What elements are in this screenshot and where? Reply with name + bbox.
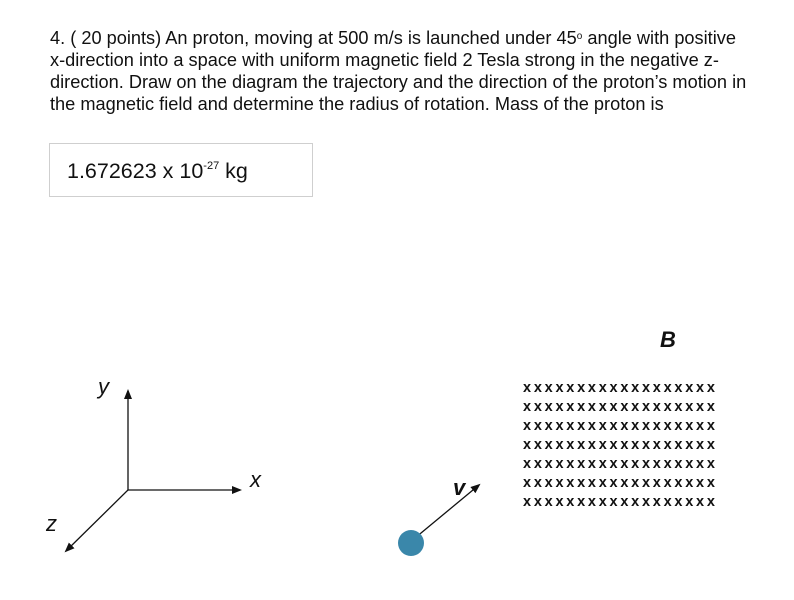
- mass-exponent: -27: [203, 160, 220, 172]
- velocity-label: v: [453, 475, 466, 500]
- degree-mark: o: [576, 31, 583, 42]
- field-row: xxxxxxxxxxxxxxxxxx: [523, 456, 718, 472]
- velocity-arrow: [415, 485, 479, 538]
- proton-dot: [398, 530, 424, 556]
- field-row: xxxxxxxxxxxxxxxxxx: [523, 399, 718, 415]
- y-axis-label: y: [98, 374, 109, 399]
- field-row: xxxxxxxxxxxxxxxxxx: [523, 380, 718, 396]
- field-row: xxxxxxxxxxxxxxxxxx: [523, 475, 718, 491]
- x-axis-label: x: [250, 467, 261, 492]
- field-row: xxxxxxxxxxxxxxxxxx: [523, 494, 718, 510]
- question-text-part2: angle with positive x-direction into a space with uniform magnetic field 2 Tesla strong in the negative z-direction. Draw on the diagram the trajectory and the direction of the proton’s motion in the magnetic field and determine the radius of rotation. Mass of the proton is: [50, 28, 747, 114]
- mass-mantissa: 1.672623 x 10: [67, 159, 204, 183]
- mass-unit: kg: [219, 159, 248, 183]
- z-axis-label: z: [46, 511, 57, 536]
- field-row: xxxxxxxxxxxxxxxxxx: [523, 418, 718, 434]
- z-axis: [66, 490, 128, 551]
- question-text-part1: 4. ( 20 points) An proton, moving at 500 m/s is launched under 45: [50, 28, 577, 48]
- magnetic-field-label: B: [660, 327, 676, 352]
- field-row: xxxxxxxxxxxxxxxxxx: [523, 437, 718, 453]
